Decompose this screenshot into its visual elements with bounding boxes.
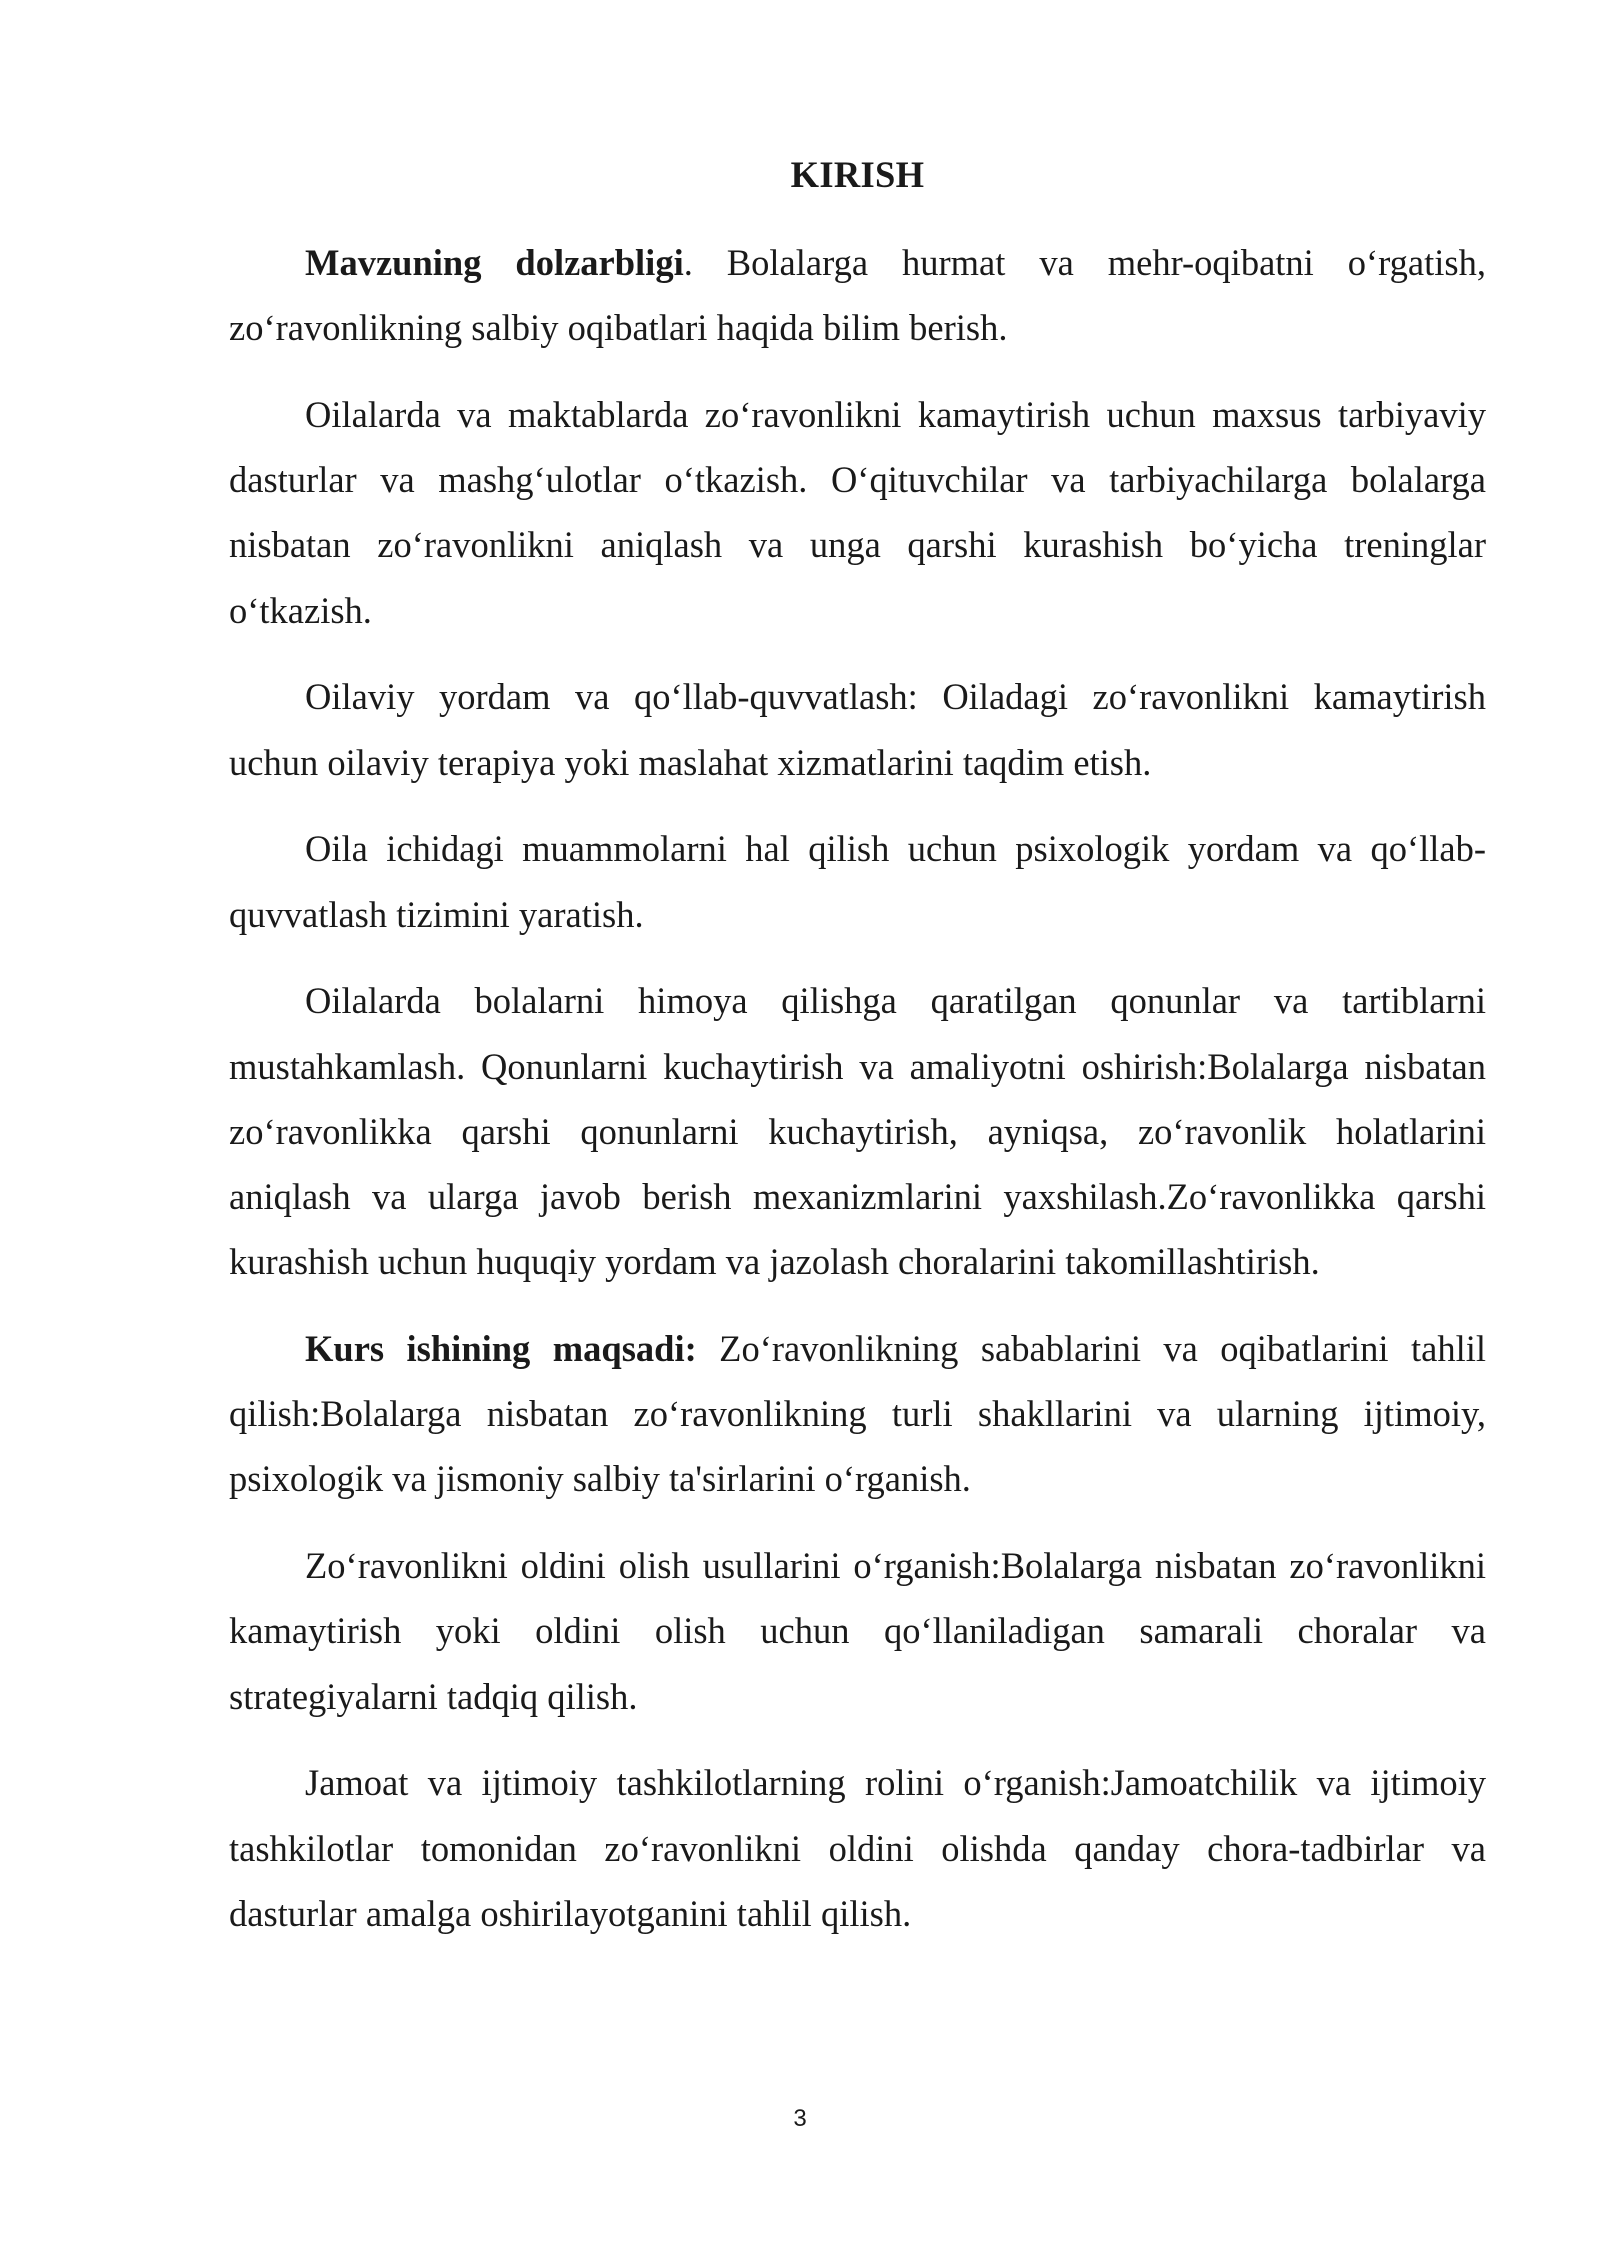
paragraph-lead: Mavzuning dolzarbligi <box>305 242 684 283</box>
section-heading: KIRISH <box>790 154 925 195</box>
paragraph-course-goal <box>229 1316 1486 1512</box>
paragraph-programs: Oilalarda va maktablarda zo‘ravonlikni kamaytirish uchun maxsus tarbiyaviy dasturlar va mashg‘ulotlar o‘tkazish. O‘qituvchilar va tarbiyachilarga bolalarga nisbatan zo‘ravonlikni aniqlash va unga qarshi kurashish bo‘yicha treninglar o‘tkazish. <box>229 394 1486 631</box>
paragraph-family-support: Oilaviy yordam va qo‘llab-quvvatlash: Oiladagi zo‘ravonlikni kamaytirish uchun oilaviy terapiya yoki maslahat xizmatlarini taqdim etish. <box>229 676 1486 783</box>
paragraph-laws: Oilalarda bolalarni himoya qilishga qaratilgan qonunlar va tartiblarni mustahkamlash. Qonunlarni kuchaytirish va amaliyotni oshirish:Bolalarga nisbatan zo‘ravonlikka qarshi qonunlarni kuchaytirish, ayniqsa, zo‘ravonlik holatlarini aniqlash va ularga javob berish mexanizmlarini yaxshilash.Zo‘ravonlikka qarshi kurashish uchun huquqiy yordam va jazolash choralarini takomillashtirish. <box>229 980 1486 1283</box>
paragraph-public-organizations: Jamoat va ijtimoiy tashkilotlarning rolini o‘rganish:Jamoatchilik va ijtimoiy tashkilotlar tomonidan zo‘ravonlikni oldini olishda qanday chora-tadbirlar va dasturlar amalga oshirilayotganini tahlil qilish. <box>229 1762 1486 1934</box>
paragraph-prevention-methods: Zo‘ravonlikni oldini olish usullarini o‘rganish:Bolalarga nisbatan zo‘ravonlikni kamaytirish yoki oldini olish uchun qo‘llaniladigan samarali choralar va strategiyalarni tadqiq qilish. <box>229 1545 1486 1717</box>
paragraph-lead: Kurs ishining maqsadi: <box>305 1328 697 1370</box>
paragraph-relevance <box>229 230 1486 360</box>
page-number: 3 <box>793 2105 807 2132</box>
paragraph-psychological-help: Oila ichidagi muammolarni hal qilish uchun psixologik yordam va qo‘llab-quvvatlash tizimini yaratish. <box>229 828 1486 935</box>
paragraph-text: Zo‘ravonlikning sabablarini va oqibatlarini tahlil qilish:Bolalarga nisbatan zo‘ravonlikning turli shakllarini va ularning ijtimoiy, psixologik va jismoniy salbiy ta'sirlarini o‘rganish. <box>229 1328 1487 1500</box>
paragraph-text: . Bolalarga hurmat va mehr-oqibatni o‘rgatish, zo‘ravonlikning salbiy oqibatlari haqida bilim berish. <box>229 242 1486 349</box>
page-content <box>229 150 1486 1968</box>
